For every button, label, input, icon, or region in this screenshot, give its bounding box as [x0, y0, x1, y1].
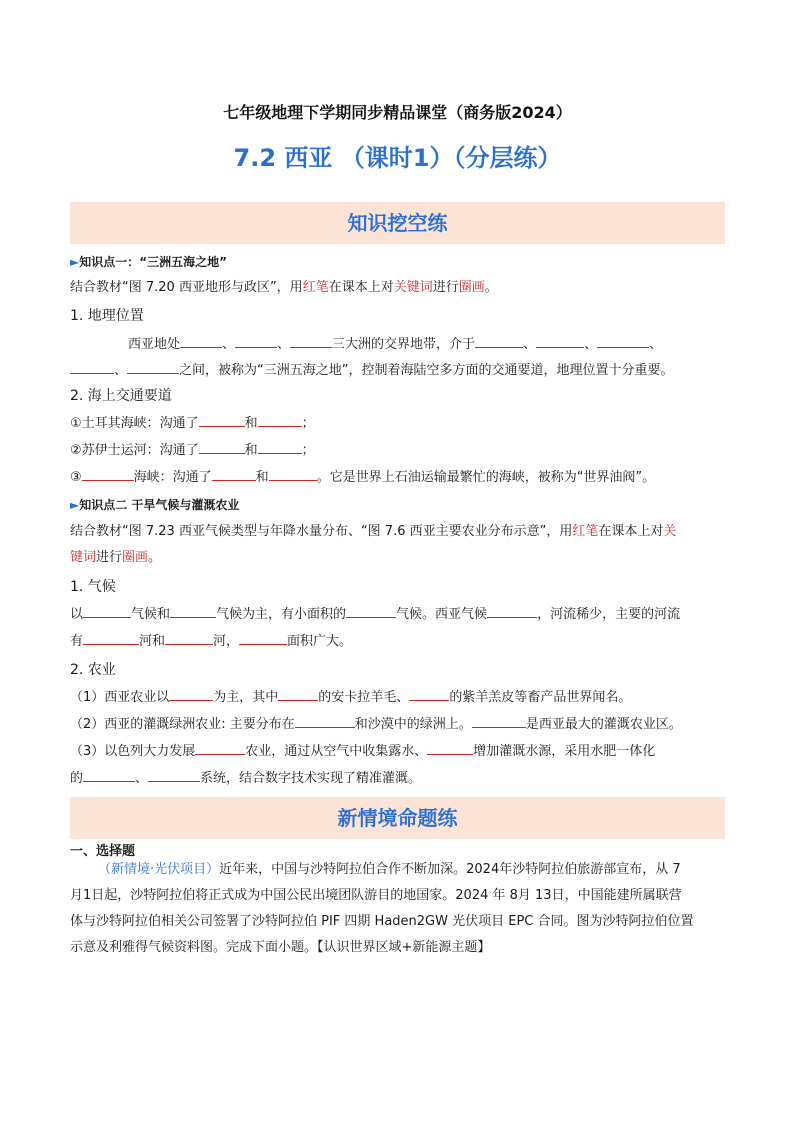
fill-blank[interactable]: [258, 441, 302, 454]
series-title: 七年级地理下学期同步精品课堂（商务版2024）: [223, 103, 572, 122]
fill-blank[interactable]: [70, 361, 114, 374]
instr-red-keyword: 关: [663, 524, 677, 539]
text: ③: [70, 470, 82, 485]
item-climate-title: 1. 气候: [70, 579, 116, 595]
text: 和: [244, 443, 258, 458]
fill-blank[interactable]: [170, 605, 216, 618]
text: 面积广大。: [287, 634, 353, 649]
strait-1: [70, 414, 725, 433]
kp1-instruction: [70, 279, 725, 297]
kp2-instruction-line-2: [70, 549, 725, 567]
instr-red-circle: 圈画: [458, 280, 485, 295]
context-line-3: 体与沙特阿拉伯相关公司签署了沙特阿拉伯 PIF 四期 Haden2GW 光伏项目 EPC 合同。图为沙特阿拉伯位置: [70, 914, 694, 929]
text: 气候为主，有小面积的: [216, 607, 347, 622]
fill-blank[interactable]: [148, 769, 200, 782]
fill-blank[interactable]: [199, 441, 245, 454]
question-type-heading: 一、选择题: [70, 844, 136, 859]
text: 三大洲的交界地带，介于: [332, 337, 476, 352]
location-line-1: [128, 335, 783, 354]
agriculture-2: [70, 715, 725, 734]
text: 之间，被称为“三洲五海之地”，控制着海陆空多方面的交通要道，地理位置十分重要。: [179, 363, 674, 378]
section-banner-new-context: 新情境命题练: [70, 797, 725, 839]
knowledge-point-1-title: [70, 253, 725, 271]
fill-blank[interactable]: [258, 414, 302, 427]
fill-blank[interactable]: [212, 468, 256, 481]
text: ②苏伊士运河：沟通了: [70, 443, 199, 458]
fill-blank[interactable]: [83, 632, 139, 645]
text: 增加灌溉水源，采用水肥一体化: [473, 744, 656, 759]
context-tag: （新情境·光伏项目）: [98, 862, 220, 877]
text: 的紫羊羔皮等畜产品世界闻名。: [449, 690, 632, 705]
fill-blank[interactable]: [278, 688, 318, 701]
instr-red-pen: 红笔: [302, 280, 329, 295]
fill-blank[interactable]: [165, 632, 213, 645]
fill-blank[interactable]: [487, 605, 537, 618]
fill-blank[interactable]: [239, 632, 287, 645]
text: 。: [148, 550, 162, 565]
fill-blank[interactable]: [83, 769, 135, 782]
instr-text: 进行: [432, 280, 459, 295]
item-agriculture-title: 2. 农业: [70, 662, 116, 678]
context-paragraph: [70, 857, 725, 961]
text: 海峡：沟通了: [133, 470, 212, 485]
text: 西亚地处: [128, 337, 181, 352]
instr-text: 。: [484, 280, 498, 295]
context-text: 近年来，中国与沙特阿拉伯合作不断加深。2024年沙特阿拉伯旅游部宣布，从 7: [219, 862, 681, 877]
text: 。它是世界上石油运输最繁忙的海峡，被称为“世界油阀”。: [316, 470, 656, 485]
text: 、: [649, 337, 663, 352]
instr-text: 结合教材“图 7.20 西亚地形与政区”，用: [70, 280, 303, 295]
fill-blank[interactable]: [427, 742, 473, 755]
fill-blank[interactable]: [83, 605, 131, 618]
text: 农业，通过从空气中收集露水、: [245, 744, 428, 759]
instr-red-circle: 圈画: [122, 550, 149, 565]
fill-blank[interactable]: [597, 335, 649, 348]
text: 气候。西亚气候: [396, 607, 488, 622]
text: 的安卡拉羊毛、: [318, 690, 410, 705]
instr-red-pen: 红笔: [572, 524, 599, 539]
fill-blank[interactable]: [195, 742, 245, 755]
fill-blank[interactable]: [82, 468, 134, 481]
item-sea-routes-title: 2. 海上交通要道: [70, 388, 172, 404]
fill-blank[interactable]: [235, 335, 277, 348]
text: ；: [301, 416, 315, 431]
strait-3: [70, 468, 725, 487]
text: 结合教材“图 7.23 西亚气候类型与年降水量分布、“图 7.6 西亚主要农业分布示意”，用: [70, 524, 573, 539]
text: 有: [70, 634, 84, 649]
text: 系统，结合数字技术实现了精准灌溉。: [200, 771, 422, 786]
fill-blank[interactable]: [472, 715, 526, 728]
agriculture-3-line-1: [70, 742, 725, 761]
instr-red-keyword: 关键词: [393, 280, 433, 295]
fill-blank[interactable]: [269, 468, 317, 481]
text: （3）以色列大力发展: [70, 744, 196, 759]
kp2-instruction-line-1: [70, 523, 725, 541]
fill-blank[interactable]: [290, 335, 332, 348]
context-line-4: 示意及利雅得气候资料图。完成下面小题。【认识世界区域+新能源主题】: [70, 940, 491, 955]
text: ，河流稀少，主要的河流: [537, 607, 681, 622]
text: 是西亚最大的灌溉农业区。: [525, 717, 682, 732]
text: 、: [584, 337, 598, 352]
strait-2: [70, 441, 725, 460]
kp1-title-text: 知识点一：“三洲五海之地”: [79, 255, 228, 269]
fill-blank[interactable]: [346, 605, 396, 618]
text: 河和: [139, 634, 166, 649]
lesson-title: 7.2 西亚 （课时1）（分层练）: [233, 144, 562, 172]
text: 的: [70, 771, 84, 786]
triangle-icon: ►: [70, 498, 80, 512]
fill-blank[interactable]: [127, 361, 179, 374]
climate-line-2: [70, 632, 725, 651]
item-location-title: 1. 地理位置: [70, 308, 144, 324]
text: 进行: [96, 550, 123, 565]
agriculture-3-line-2: [70, 769, 725, 788]
kp2-title-text: 知识点二 干旱气候与灌溉农业: [79, 498, 240, 512]
text: （1）西亚农业以: [70, 690, 170, 705]
fill-blank[interactable]: [180, 335, 222, 348]
text: 、: [114, 363, 128, 378]
text: 和: [255, 470, 269, 485]
fill-blank[interactable]: [536, 335, 584, 348]
text: 和: [244, 416, 258, 431]
text: ①土耳其海峡：沟通了: [70, 416, 199, 431]
instr-text: 在课本上对: [328, 280, 394, 295]
fill-blank[interactable]: [409, 688, 449, 701]
fill-blank[interactable]: [295, 715, 355, 728]
climate-line-1: [70, 605, 725, 624]
location-line-2: [70, 361, 725, 380]
fill-blank[interactable]: [199, 414, 245, 427]
triangle-icon: ►: [70, 255, 80, 269]
text: 以: [70, 607, 84, 622]
instr-red-keyword: 键词: [70, 550, 97, 565]
section-banner-knowledge: 知识挖空练: [70, 202, 725, 244]
text: 、: [222, 337, 236, 352]
knowledge-point-2-title: [70, 496, 725, 514]
text: 、: [135, 771, 149, 786]
text: 、: [277, 337, 291, 352]
fill-blank[interactable]: [475, 335, 523, 348]
text: 和沙漠中的绿洲上。: [354, 717, 472, 732]
agriculture-1: [70, 688, 725, 707]
text: 在课本上对: [598, 524, 664, 539]
context-line-2: 月1日起，沙特阿拉伯将正式成为中国公民出境团队游目的地国家。2024 年 8月 13日，中国能建所属联营: [70, 888, 682, 903]
text: （2）西亚的灌溉绿洲农业: 主要分布在: [70, 717, 295, 732]
context-line-1: [70, 857, 725, 883]
text: 气候和: [131, 607, 171, 622]
fill-blank[interactable]: [169, 688, 213, 701]
text: 河，: [213, 634, 240, 649]
text: ；: [301, 443, 315, 458]
text: 、: [523, 337, 537, 352]
text: 为主，其中: [213, 690, 279, 705]
